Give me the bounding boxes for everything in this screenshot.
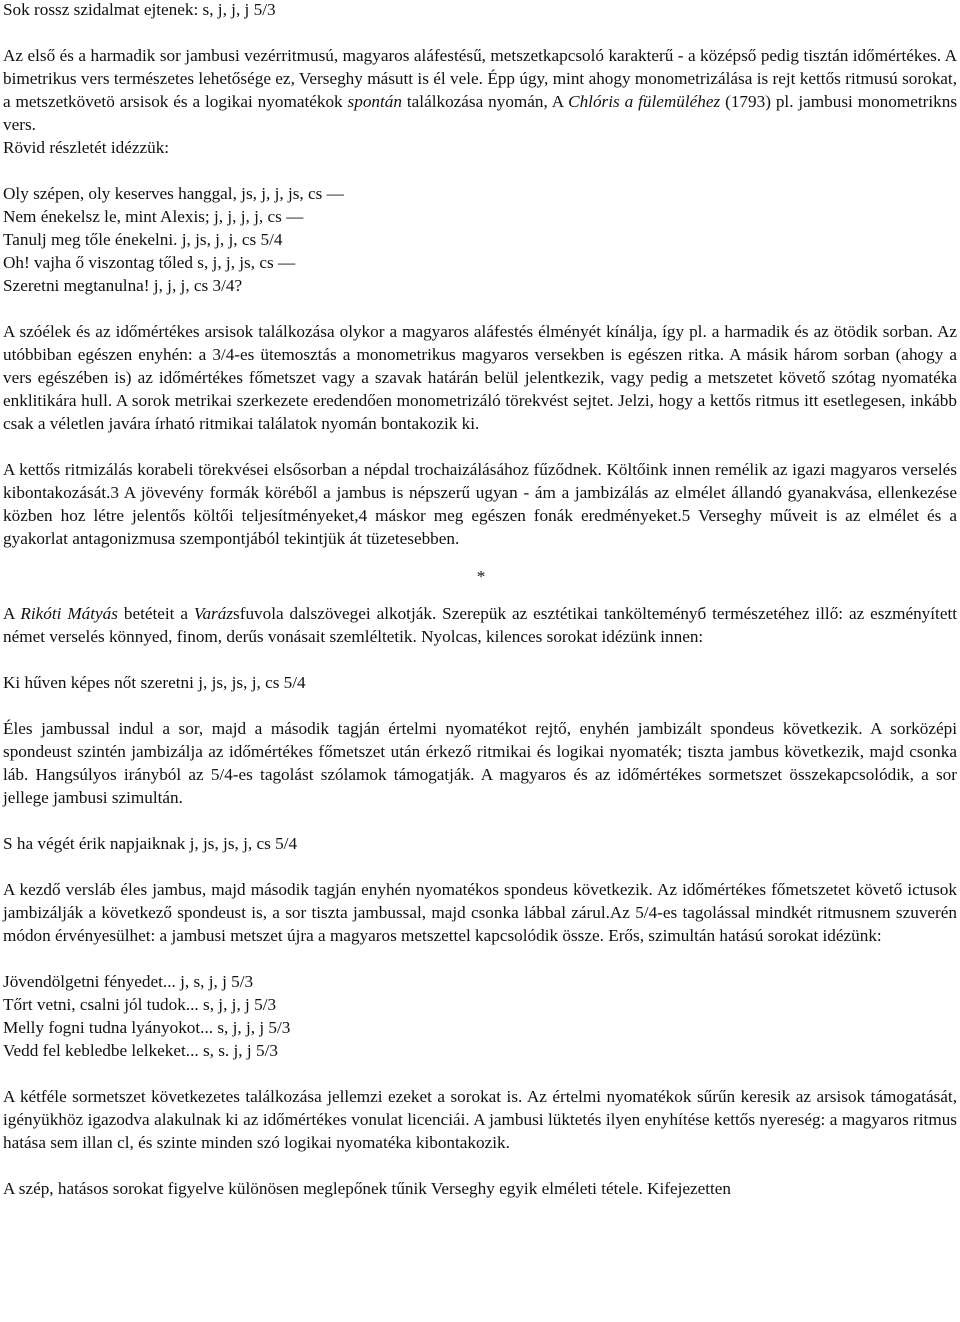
paragraph-1: Az első és a harmadik sor jambusi vezérritmusú, magyaros aláfestésű, metszetkapcsoló karakterű - a középső pedig tisztán időmértékes. A bimetrikus vers természetes lehetősége ez, Verseghy másutt is él vele. Épp úgy, mint ahogy monometrizálása is rejt kettős ritmusú sorokat, a metszetkövetö arsisok és a logikai nyomatékok spontán találkozása nyomán, A Chlóris a fülemüléhez (1793) pl. jambusi monometrikns vers. xyxy=(3,46,958,134)
poem-line: Vedd fel kebledbe lelkeket... s, s. j, j 5/3 xyxy=(3,1041,278,1060)
verse-heading: Sok rossz szidalmat ejtenek: s, j, j, j 5/3 xyxy=(3,0,276,19)
poem-line: Oly szépen, oly keserves hanggal, js, j, j, js, cs — xyxy=(3,184,344,203)
paragraph-8: A szép, hatásos sorokat figyelve különösen meglepőnek tűnik Verseghy egyik elméleti tétele. Kifejezetten xyxy=(3,1179,732,1198)
poem-quote-2 xyxy=(3,970,957,1062)
work-title-fragment: Varáz xyxy=(193,604,234,623)
paragraph-3: A kettős ritmizálás korabeli törekvései elsősorban a népdal trochaizálásához fűződnek. Költőink innen remélik az igazi magyaros verselés kibontakozását.3 A jövevény formák köréből a jambus is népszerű ugyan - ám a jambizálás az elmélet állandó gyanakvása, ellenkezése közben hoz létre jelentős költői teljesítményeket,4 máskor meg egészen fonák eredményeket.5 Verseghy műveit is az elmélet és a gyakorlat antagonizmusa szempontjából tekintjük át tüzetesebben. xyxy=(3,460,957,548)
poem-line: Oh! vajha ő viszontag tőled s, j, j, js, cs — xyxy=(3,253,296,272)
poem-line: Szeretni megtanulna! j, j, j, cs 3/4? xyxy=(3,276,243,295)
paragraph-6: A kezdő versláb éles jambus, majd második tagján enyhén nyomatékos spondeus következik. Az időmértékes főmetszetet követő ictusok jambizálják a következő spondeust is, a sor tiszta jambussal, majd csonka lábbal zárul.Az 5/4-es tagolással mindkét ritmusnem szuverén módon érvényesülhet: a jambusi metszet újra a magyaros metszettel kapcsolódik össze. Erős, szimultán hatású sorokat idézünk: xyxy=(3,880,957,945)
paragraph-7: A kétféle sormetszet következetes találkozása jellemzi ezeket a sorokat is. Az értelmi nyomatékok sűrűn keresik az arsisok támogatását, igényükhöz igazodva alakulnak ki az időmértékes vonulat licenciái. A jambusi lüktetés ilyen enyhítése kettős nyereség: a magyaros ritmus hatása sem illan cl, és szinte minden szó logikai nyomatéka kibontakozik. xyxy=(3,1087,957,1152)
paragraph-5: Éles jambussal indul a sor, majd a második tagján értelmi nyomatékot rejtő, enyhén jambizált spondeus következik. A sorközépi spondeust szintén jambizálja az időmértékes főmetszet után érkező ritmikai és logikai nyomaték; tiszta jambus következik, majd csonka láb. Hangsúlyos irányból az 5/4-es tagolást szólamok támogatják. A magyaros és az időmértékes sormetszet összekapcsolódik, a sor jellege jambusi szimultán. xyxy=(3,719,957,807)
document-page xyxy=(3,0,957,1200)
italic-term: spontán xyxy=(347,92,402,111)
poem-line: Tanulj meg tőle énekelni. j, js, j, j, cs 5/4 xyxy=(3,230,283,249)
poem-line: Melly fogni tudna lyányokot... s, j, j, j 5/3 xyxy=(3,1018,291,1037)
quoted-line-2: S ha végét érik napjaiknak j, js, js, j, cs 5/4 xyxy=(3,834,298,853)
poem-line: Tőrt vetni, csalni jól tudok... s, j, j, j 5/3 xyxy=(3,995,277,1014)
section-separator: * xyxy=(476,567,486,586)
paragraph-2: A szóélek és az időmértékes arsisok találkozása olykor a magyaros aláfestés élményét kínálja, így pl. a harmadik és az ötödik sorban. Az utóbbiban egészen enyhén: a 3/4-es ütemosztás a monometrikus magyaros versekben is egészen ritka. A másik három sorban (ahogy a vers egészében is) az időmértékes főmetszet vagy a szavak határán belül jelentkezik, vagy pedig a metszetet követő szótag nyomatéka enklitikára hull. A sorok metrikai szerkezete eredendően monometrizáló törekvést sejtet. Jelzi, hogy a kettős ritmus itt esetlegesen, inkább csak a véletlen javára írható ritmikai találatok nyomán bontakozik ki. xyxy=(3,322,957,433)
poem-quote-1 xyxy=(3,182,957,297)
paragraph-4: A Rikóti Mátyás betéteit a Varázsfuvola dalszövegei alkotják. Szerepük az esztétikai tankölteményб természetéhez illő: az eszményített német verselés könnyed, finom, derűs vonásait szemléltetik. Nyolcas, kilences sorokat idézünk innen: xyxy=(3,604,958,646)
poem-line: Nem énekelsz le, mint Alexis; j, j, j, j, cs — xyxy=(3,207,304,226)
paragraph-1-intro: Rövid részletét idézzük: xyxy=(3,138,170,157)
quoted-line-1: Ki hűven képes nőt szeretni j, js, js, j, cs 5/4 xyxy=(3,673,306,692)
work-title: Rikóti Mátyás xyxy=(20,604,118,623)
poem-line: Jövendölgetni fényedet... j, s, j, j 5/3 xyxy=(3,972,254,991)
poem-title: Chlóris a fülemüléhez xyxy=(568,92,721,111)
